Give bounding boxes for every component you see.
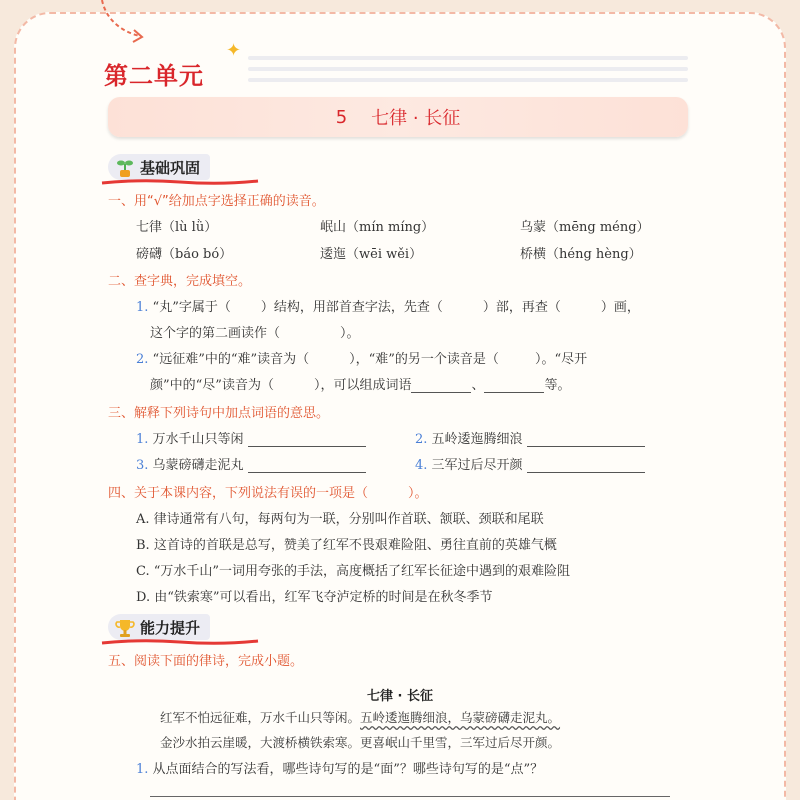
section-badge-basic — [108, 154, 210, 180]
q4-option-c: C. “万水千山”一词用夸张的手法，高度概括了红军长征途中遇到的艰难险阻 — [136, 564, 571, 579]
poem-line-1: 红军不怕远征难，万水千山只等闲。五岭逶迤腾细浪，乌蒙磅礴走泥丸。 — [160, 710, 561, 725]
sparkle-icon: ✦ — [226, 40, 242, 61]
poem-line-2: 金沙水拍云崖暖，大渡桥横铁索寒。更喜岷山千里雪，三军过后尽开颜。 — [160, 735, 561, 750]
section-underline — [100, 638, 260, 646]
question-2-title: 二、查字典，完成填空。 — [108, 274, 252, 289]
q2-sub2-line1: 2. “远征难”中的“难”读音为（ ），“难”的另一个读音是（ ）。“尽开 — [136, 352, 588, 367]
pinyin-choice: 逶迤（wēi wěi） — [320, 247, 423, 262]
q3-item: 4. 三军过后尽开颜 — [415, 454, 645, 473]
sprout-icon — [114, 157, 136, 179]
dashed-arrow-decoration — [92, 0, 152, 46]
q2-sub2-line2: 颜”中的“尽”读音为（ ），可以组成词语 、 等。 — [150, 378, 571, 393]
q4-option-a: A. 律诗通常有八句，每两句为一联，分别叫作首联、颔联、颈联和尾联 — [136, 512, 544, 527]
q4-option-b: B. 这首诗的首联是总写，赞美了红军不畏艰难险阻、勇往直前的英雄气概 — [136, 538, 557, 553]
pinyin-choice: 岷山（mín míng） — [320, 220, 435, 235]
pinyin-choice: 七律（lù lǜ） — [136, 220, 218, 235]
q3-item: 1. 万水千山只等闲 — [136, 428, 366, 447]
question-3-title: 三、解释下列诗句中加点词语的意思。 — [108, 406, 330, 421]
lesson-number: 5 — [335, 106, 348, 128]
trophy-icon — [114, 617, 136, 639]
q3-item: 2. 五岭逶迤腾细浪 — [415, 428, 645, 447]
q5-sub1: 1. 从点面结合的写法看，哪些诗句写的是“面”？哪些诗句写的是“点”？ — [136, 762, 544, 777]
question-5-title: 五、阅读下面的律诗，完成小题。 — [108, 654, 304, 669]
q4-option-d: D. 由“铁索寒”可以看出，红军飞夺泸定桥的时间是在秋冬季节 — [136, 590, 493, 605]
section-label-advanced: 能力提升 — [140, 618, 201, 637]
q2-sub1-line1: 1. “丸”字属于（ ）结构，用部首查字法，先查（ ）部，再查（ ）画， — [136, 300, 640, 315]
lesson-title-bar — [108, 97, 688, 137]
q2-sub1-line2: 这个字的第二画读作（ ）。 — [150, 326, 360, 341]
question-4-title: 四、关于本课内容，下列说法有误的一项是（ ）。 — [108, 486, 428, 501]
section-underline — [100, 178, 260, 186]
lesson-title: 七律 · 长征 — [371, 108, 461, 129]
poem-title: 七律 · 长征 — [367, 689, 433, 704]
pinyin-choice: 桥横（héng hèng） — [520, 247, 642, 262]
question-1-title: 一、用“√”给加点字选择正确的读音。 — [108, 194, 325, 209]
pinyin-choice: 乌蒙（mēng méng） — [520, 220, 650, 235]
section-label-basic: 基础巩固 — [140, 158, 201, 177]
section-badge-advanced — [108, 614, 210, 640]
title-decoration-lines — [248, 56, 688, 89]
answer-line — [150, 796, 670, 797]
unit-title: 第二单元 — [104, 62, 204, 90]
q3-item: 3. 乌蒙磅礴走泥丸 — [136, 454, 366, 473]
pinyin-choice: 磅礴（báo bó） — [136, 247, 233, 262]
